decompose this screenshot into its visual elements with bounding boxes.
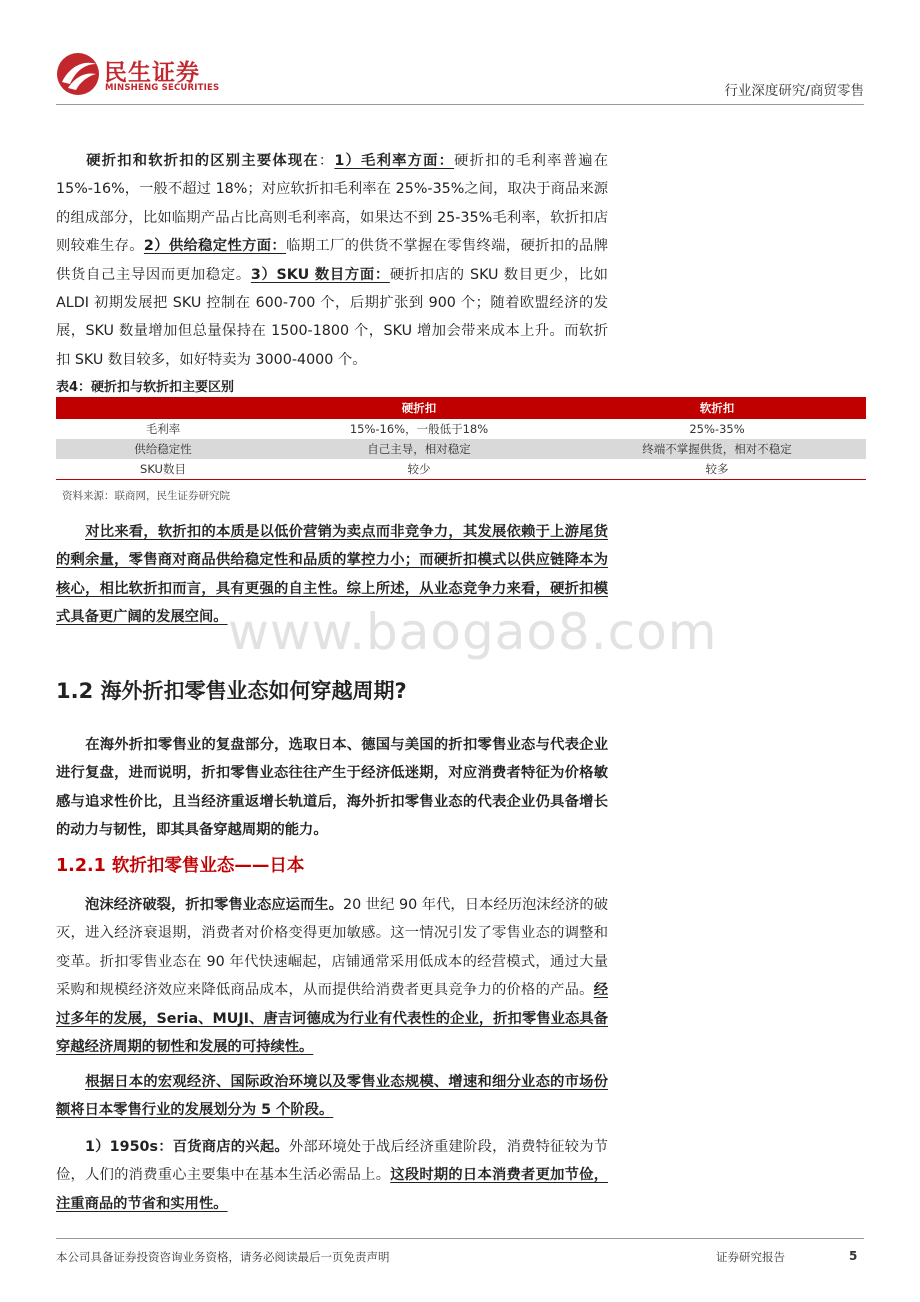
- page-number: 5: [849, 1249, 858, 1263]
- table-cell: 25%-35%: [689, 422, 745, 436]
- point3-text: 硬折扣店的 SKU 数目更少，比如 ALDI 初期发展把 SKU 控制在 600-700 个，后期扩张到 900 个；随着欧盟经济的发展，SKU 数量增加但总量保持在 1500-1800 个，SKU 增加会带来成本上升。而软折扣 SKU 数目较多，如好特卖为 3000-4000 个。: [56, 266, 608, 368]
- intro-colon: ：: [318, 153, 335, 169]
- point2-title: 2）供给稳定性方面：: [143, 238, 287, 255]
- table-source: 资料来源：联商网，民生证券研究院: [62, 490, 230, 502]
- point2-text: 临期工厂的供货不掌握在零售终端，硬折扣的品牌供货自己主导因而更加稳定。: [56, 238, 609, 283]
- table-cell: 毛利率: [145, 422, 181, 436]
- company-logo: [56, 52, 226, 98]
- section-heading: 1.2 海外折扣零售业态如何穿越周期?: [56, 679, 407, 703]
- japan-p1-highlight: 经过多年的发展，Seria、MUJI、唐吉诃德成为行业有代表性的企业，折扣零售业态具备穿越经济周期的韧性和发展的可持续性。: [56, 982, 608, 1056]
- table-cell: SKU数目: [56, 459, 270, 480]
- table-header-cell: 硬折扣: [270, 397, 568, 419]
- table-header-row: [56, 397, 866, 419]
- intro-paragraph: [56, 147, 608, 374]
- table-cell: 供给稳定性: [56, 439, 270, 459]
- logo-chinese-name: 民生证券: [104, 60, 200, 86]
- table-cell: 终端不掌握供货，相对不稳定: [568, 439, 866, 459]
- table-row: [56, 419, 866, 439]
- table-title: 表4：硬折扣与软折扣主要区别: [56, 380, 235, 395]
- table-header-cell: 软折扣: [568, 397, 866, 419]
- japan-paragraph-1: [56, 891, 608, 1061]
- header-divider: [56, 104, 864, 105]
- japan-p1-text: 20 世纪 90 年代，日本经历泡沫经济的破灭，进入经济衰退期，消费者对价格变得更加敏感。这一情况引发了零售业态的调整和变革。折扣零售业态在 90 年代快速崛起，店铺通常采用低成本的经营模式，通过大量采购和规模经济效应来降低商品成本，从而提供给消费者更具竞争力的价格的产品。: [56, 897, 608, 999]
- point1-text: 硬折扣的毛利率普遍在 15%-16%，一般不超过 18%；对应软折扣毛利率在 25%-35%之间，取决于商品来源的组成部分，比如临期产品占比高则毛利率高，如果达不到 25-35%毛利率，软折扣店则较难生存。: [56, 153, 609, 255]
- table-row: [56, 459, 866, 480]
- japan-p3-highlight: 这段时期的日本消费者更加节俭，注重商品的节省和实用性。: [56, 1167, 609, 1212]
- watermark: www.baogao8.com: [228, 603, 718, 661]
- footer-report-type: 证券研究报告: [716, 1250, 785, 1264]
- comparison-table: [56, 397, 866, 480]
- japan-p1-lead: 泡沫经济破裂，折扣零售业态应运而生。: [85, 897, 343, 913]
- japan-p3-text: 外部环境处于战后经济重建阶段，消费特征较为节俭，人们的消费重心主要集中在基本生活必需品上。: [56, 1139, 609, 1184]
- japan-p2-text: 根据日本的宏观经济、国际政治环境以及零售业态规模、增速和细分业态的市场份额将日本零售行业的发展划分为 5 个阶段。: [56, 1074, 608, 1119]
- point3-title: 3）SKU 数目方面：: [250, 266, 390, 283]
- table-cell: 较多: [568, 459, 866, 480]
- japan-p3-lead: 1）1950s：百货商店的兴起。: [85, 1139, 289, 1155]
- logo-english-name: MINSHENG SECURITIES: [105, 83, 220, 93]
- japan-paragraph-2: [56, 1068, 608, 1125]
- table-cell: 15%-16%，一般低于18%: [349, 422, 489, 436]
- table-cell: 较少: [270, 459, 568, 480]
- minsheng-logo-icon: [56, 52, 100, 96]
- footer-divider: [56, 1238, 864, 1239]
- report-category: 行业深度研究/商贸零售: [724, 83, 864, 99]
- conclusion-text: 对比来看，软折扣的本质是以低价营销为卖点而非竞争力，其发展依赖于上游尾货的剩余量，零售商对商品供给稳定性和品质的掌控力小；而硬折扣模式以供应链降本为核心，相比软折扣而言，具有更强的自主性。综上所述，从业态竞争力来看，硬折扣模式具备更广阔的发展空间。: [56, 524, 608, 626]
- japan-paragraph-3: [56, 1133, 608, 1218]
- table-cell: 自己主导，相对稳定: [270, 439, 568, 459]
- footer-disclaimer: 本公司具备证券投资咨询业务资格，请务必阅读最后一页免责声明: [56, 1250, 390, 1264]
- table-header-cell: [56, 397, 270, 419]
- subsection-heading: 1.2.1 软折扣零售业态——日本: [56, 856, 305, 876]
- section-12-paragraph: [56, 731, 608, 845]
- table-row: [56, 439, 866, 459]
- intro-lead: 硬折扣和软折扣的区别主要体现在: [85, 153, 319, 169]
- section-12-text: 在海外折扣零售业的复盘部分，选取日本、德国与美国的折扣零售业态与代表企业进行复盘，进而说明，折扣零售业态往往产生于经济低迷期，对应消费者特征为价格敏感与追求性价比，且当经济重返增长轨道后，海外折扣零售业态的代表企业仍具备增长的动力与韧性，即其具备穿越周期的能力。: [56, 737, 608, 839]
- point1-title: 1）毛利率方面：: [334, 153, 455, 169]
